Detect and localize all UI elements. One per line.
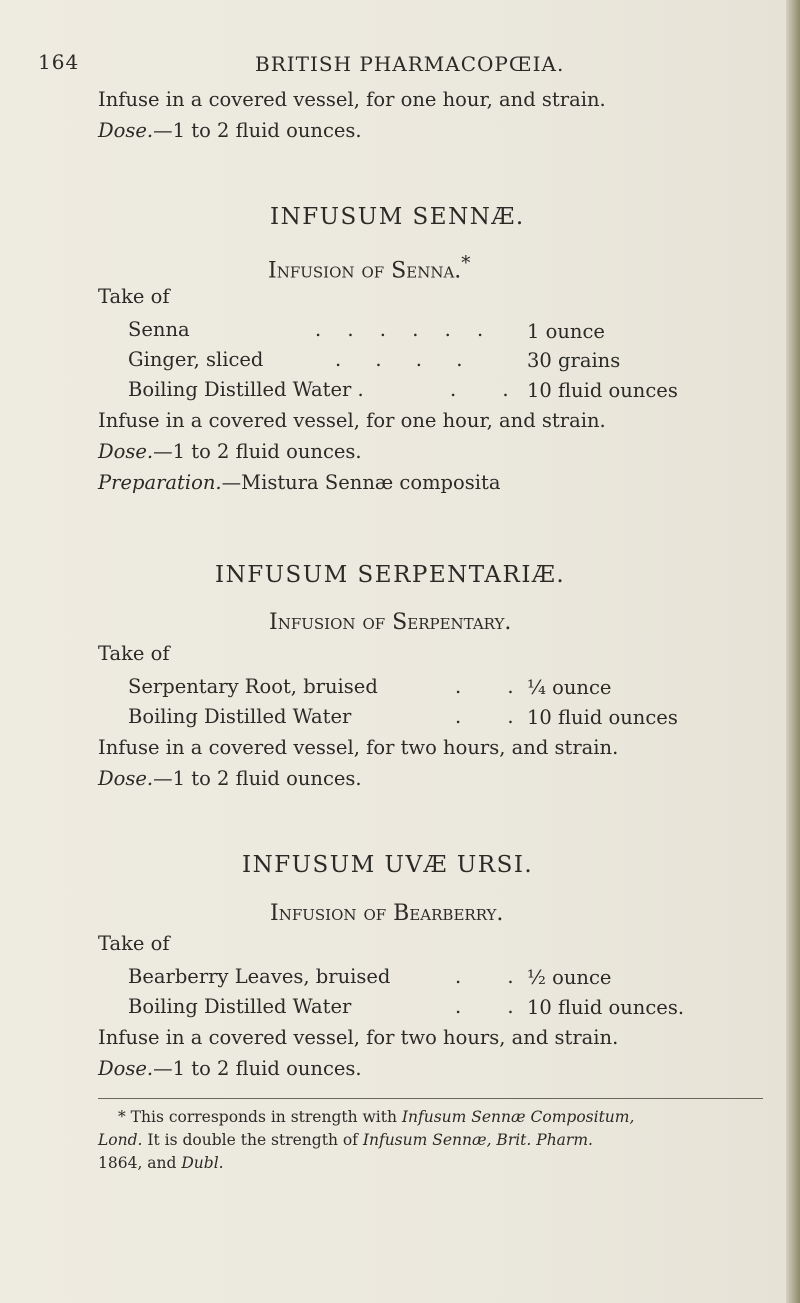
ingredient-amount: 1 ounce [527,320,605,343]
ingredient-name: Senna [128,318,190,341]
section-subtitle: Infusion of Serpentary. [269,610,512,635]
ingredient-leader: . . [455,965,534,988]
dose-label: Dose. [98,1057,154,1080]
dose-text: —1 to 2 fluid ounces. [153,119,362,142]
footnote-italic: Infusum Sennæ Compositum, [401,1108,635,1126]
ingredient-amount: 10 fluid ounces [527,706,678,729]
ingredient-name: Ginger, sliced [128,348,264,371]
ingredient-leader: . . . . . . [315,318,494,341]
section-subtitle: Infusion of Bearberry. [270,901,504,926]
footnote-text: It is double the strength of [142,1131,363,1149]
footnote-italic: Infusum Sennæ, Brit. Pharm. [362,1131,593,1149]
ingredient-name: Bearberry Leaves, bruised [128,965,391,988]
prep-label: Preparation. [98,471,222,494]
method: Infuse in a covered vessel, for two hours, and strain. [98,1026,619,1049]
subtitle-text: Infusion of Senna. [268,258,462,284]
ingredient-leader: . . [450,378,529,401]
footnote-mark: * [461,253,471,274]
footnote-text: 1864, and [98,1154,182,1172]
ingredient-amount: 10 fluid ounces. [527,996,685,1019]
running-title: BRITISH PHARMACOPŒIA. [255,52,565,76]
ingredient-leader: . . [455,705,534,728]
section-title: INFUSUM SENNÆ. [270,204,525,230]
preparation [98,471,500,494]
dose-text: —1 to 2 fluid ounces. [153,767,362,790]
ingredient-amount: 30 grains [527,349,621,372]
dose [98,767,362,790]
dose [98,1057,362,1080]
prep-text: —Mistura Sennæ composita [221,471,501,494]
take-of: Take of [98,642,170,665]
method: Infuse in a covered vessel, for one hour, and strain. [98,409,606,432]
footnote-line-3 [98,1154,224,1172]
ingredient-leader: . . [455,995,534,1018]
footnote-line-1 [118,1108,634,1126]
footnote-line-2 [98,1131,593,1149]
ingredient-name: Boiling Distilled Water [128,705,352,728]
take-of: Take of [98,932,170,955]
dose [98,440,362,463]
intro-method: Infuse in a covered vessel, for one hour, and strain. [98,88,606,111]
ingredient-leader: . . [455,675,534,698]
ingredient-leader: . . . . [335,348,477,371]
footnote-rule [98,1098,763,1099]
take-of: Take of [98,285,170,308]
method: Infuse in a covered vessel, for two hours, and strain. [98,736,619,759]
page-number: 164 [38,50,80,74]
dose-label: Dose. [98,767,154,790]
ingredient-amount: ¼ ounce [527,676,612,699]
section-title: INFUSUM UVÆ URSI. [242,852,534,878]
intro-dose [98,119,362,142]
ingredient-name: Boiling Distilled Water . [128,378,364,401]
ingredient-amount: ½ ounce [527,966,612,989]
ingredient-name: Boiling Distilled Water [128,995,352,1018]
ingredient-name: Serpentary Root, bruised [128,675,378,698]
dose-label: Dose. [98,119,154,142]
footnote-italic: Dubl. [181,1154,224,1172]
section-title: INFUSUM SERPENTARIÆ. [215,562,566,588]
dose-text: —1 to 2 fluid ounces. [153,1057,362,1080]
page-edge [786,0,800,1303]
ingredient-amount: 10 fluid ounces [527,379,678,402]
footnote-italic: Lond. [98,1131,143,1149]
footnote-text: * This corresponds in strength with [118,1108,402,1126]
section-subtitle [268,253,470,283]
dose-label: Dose. [98,440,154,463]
dose-text: —1 to 2 fluid ounces. [153,440,362,463]
